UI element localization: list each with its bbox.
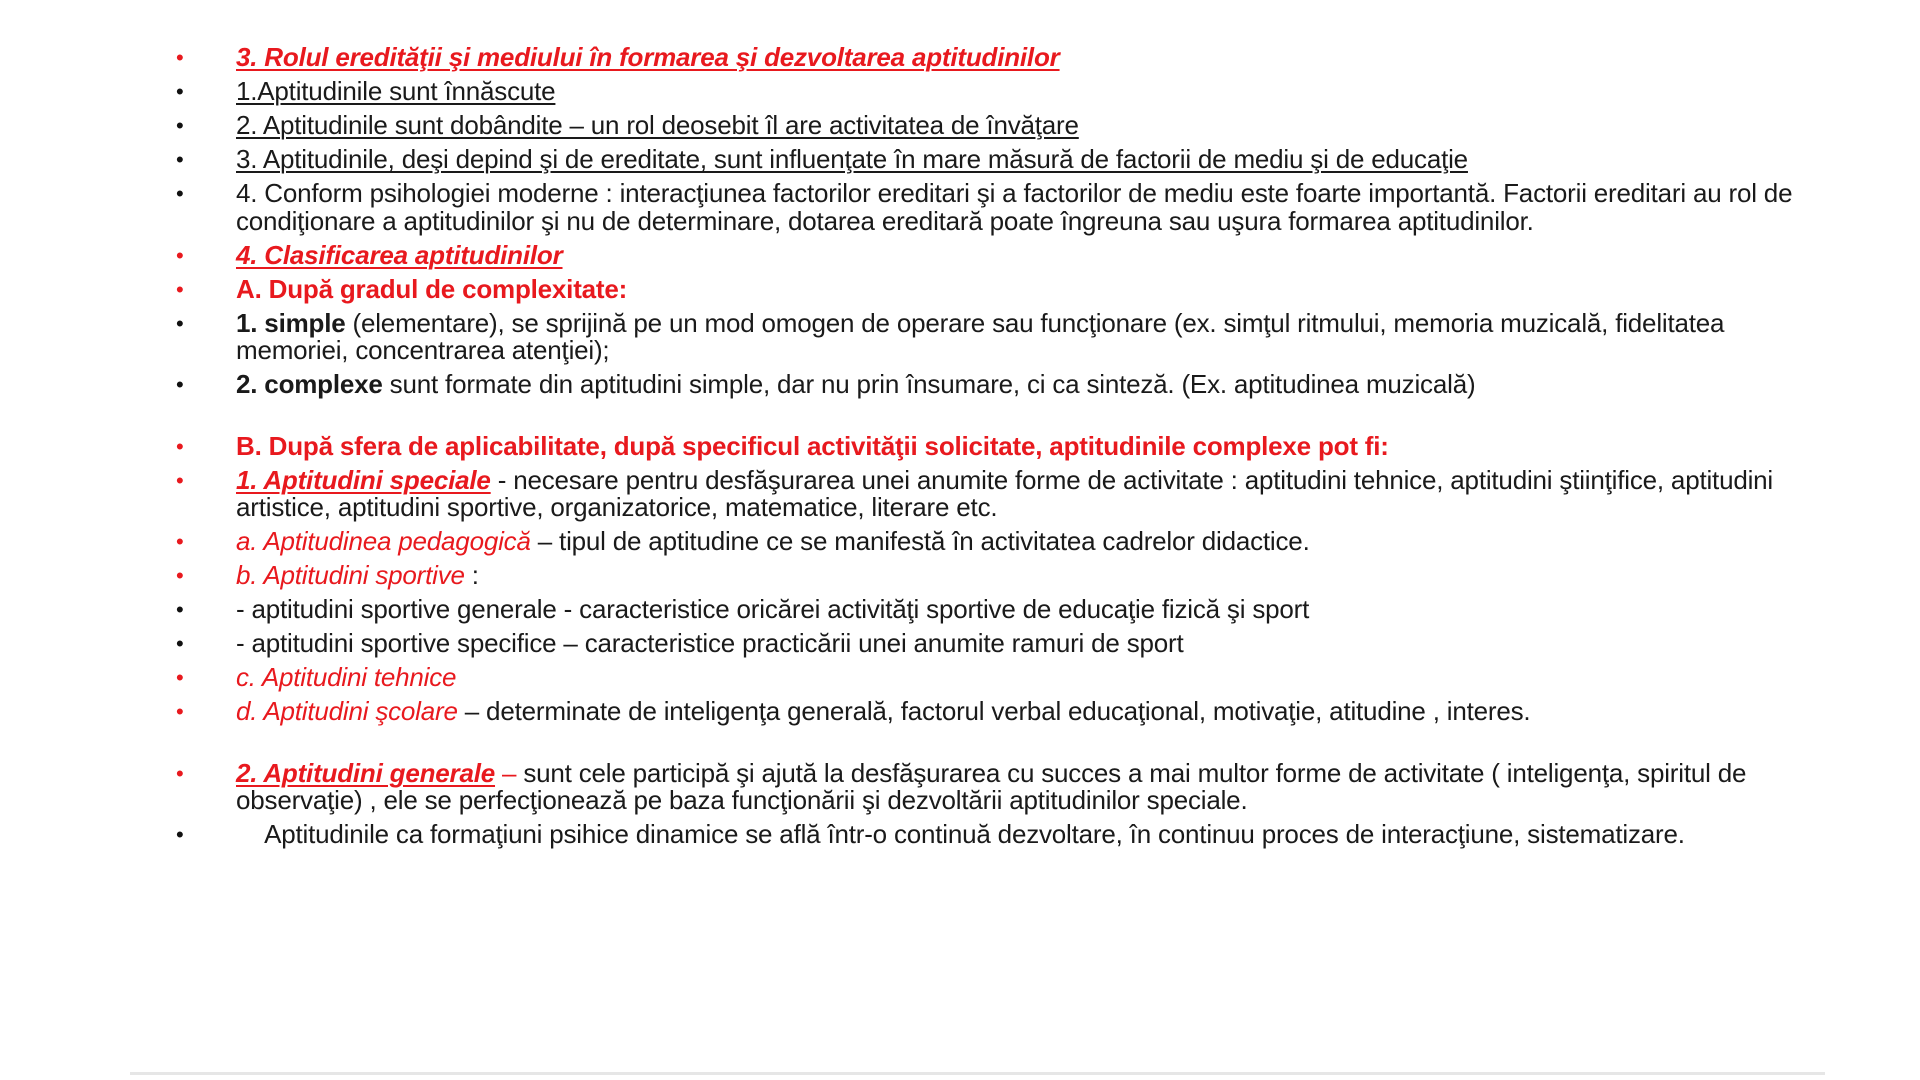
bullet-icon: • [176, 631, 184, 656]
list-item [176, 757, 1796, 815]
list-item [176, 146, 1796, 174]
list-item-text: - necesare pentru desfăşurarea unei anumite forme de activitate : aptitudini tehnice, aptitudini ştiinţifice, aptitudini artistice, aptitudini sportive, organizatorice, matematice, literare etc. [236, 464, 1774, 522]
bullet-icon: • [176, 529, 184, 554]
list-item-text: - aptitudini sportive specifice – caracteristice practicării unei anumite ramuri de sport [236, 628, 1184, 658]
list-item-text: – tipul de aptitudine ce se manifestă în activitatea cadrelor didactice. [530, 526, 1310, 556]
list-item [176, 371, 1796, 399]
list-item-text: sunt formate din aptitudini simple, dar nu prin însumare, ci ca sinteză. (Ex. aptitudinea muzicală) [382, 369, 1476, 399]
list-item-text: 3. Aptitudinile, deşi depind şi de ereditate, sunt influenţate în mare măsură de factorii de mediu şi de educaţie [236, 144, 1468, 174]
list-item [176, 112, 1796, 140]
list-item [176, 664, 1796, 692]
bullet-icon: • [176, 181, 184, 206]
list-item [176, 630, 1796, 658]
list-item [176, 596, 1796, 624]
bullet-icon: • [176, 699, 184, 724]
list-item [176, 44, 1796, 72]
list-item [176, 464, 1796, 522]
list-item-text: A. După gradul de complexitate: [236, 273, 628, 304]
list-item-text: 1.Aptitudinile sunt înnăscute [236, 76, 556, 106]
page-bottom-divider [130, 1072, 1825, 1075]
bullet-list [176, 44, 1796, 855]
bullet-icon: • [176, 45, 184, 70]
list-item-text: B. După sfera de aplicabilitate, după specificul activităţii solicitate, aptitudinile complexe pot fi: [236, 430, 1389, 461]
list-item-text: - aptitudini sportive generale - caracteristice oricărei activităţi sportive de educaţie fizică şi sport [236, 594, 1310, 624]
list-item [176, 430, 1796, 461]
list-item-text: c. Aptitudini tehnice [236, 662, 457, 692]
list-item-text: sunt cele participă şi ajută la desfăşurarea cu succes a mai multor forme de activitate ( inteligenţa, spiritul de observaţie) , ele se perfecţionează pe baza funcţionării şi dezvoltării aptitudinilor speciale. [236, 757, 1747, 815]
list-item [176, 78, 1796, 106]
list-item [176, 528, 1796, 556]
bullet-icon: • [176, 760, 184, 786]
list-item-text: Aptitudinile ca formaţiuni psihice dinamice se află într-o continuă dezvoltare, în continuu proces de interacţiune, sistematizare. [236, 819, 1685, 849]
bullet-icon: • [176, 276, 184, 302]
list-item [176, 307, 1796, 365]
bullet-icon: • [176, 310, 184, 336]
bullet-icon: • [176, 665, 184, 690]
list-item-text: : [464, 560, 479, 590]
list-item-text: 2. complexe [236, 369, 383, 399]
bullet-icon: • [176, 113, 184, 138]
list-item-text: 2. Aptitudinile sunt dobândite – un rol deosebit îl are activitatea de învăţare [236, 110, 1079, 140]
list-item-text: 1. simple [236, 307, 346, 338]
list-item-text: a. Aptitudinea pedagogică [236, 526, 531, 556]
list-item [176, 698, 1796, 726]
list-item-text: (elementare), se sprijină pe un mod omogen de operare sau funcţionare (ex. simţul ritmului, memoria muzicală, fidelitatea memoriei, concentrarea atenţiei); [236, 307, 1725, 365]
list-item-text: d. Aptitudini şcolare [236, 696, 458, 726]
bullet-icon: • [176, 147, 184, 172]
list-item-text: b. Aptitudini sportive [236, 560, 465, 590]
list-item-text: 4. Clasificarea aptitudinilor [236, 239, 563, 270]
list-item-text: – [495, 757, 524, 788]
list-item [176, 180, 1796, 235]
bullet-icon: • [176, 563, 184, 588]
list-item [176, 239, 1796, 270]
list-item-text: – determinate de inteligenţa generală, factorul verbal educaţional, motivaţie, atitudine , interes. [457, 696, 1531, 726]
bullet-icon: • [176, 242, 184, 268]
bullet-icon: • [176, 467, 184, 493]
list-item [176, 273, 1796, 304]
list-item-text: 3. Rolul eredităţii şi mediului în formarea şi dezvoltarea aptitudinilor [236, 42, 1060, 72]
list-item-text: 4. Conform psihologiei moderne : interacţiunea factorilor ereditari şi a factorilor de mediu este foarte importantă. Factorii ereditari au rol de condiţionare a aptitudinilor şi nu de determinare, dotarea ereditară poate îngreuna sau uşura formarea aptitudinilor. [236, 178, 1793, 236]
list-item-text: 1. Aptitudini speciale [236, 464, 491, 495]
list-item [176, 562, 1796, 590]
bullet-icon: • [176, 372, 184, 397]
bullet-icon: • [176, 597, 184, 622]
list-item [176, 821, 1796, 849]
bullet-icon: • [176, 822, 184, 847]
bullet-icon: • [176, 433, 184, 459]
bullet-icon: • [176, 79, 184, 104]
list-item-text: 2. Aptitudini generale [236, 757, 496, 788]
